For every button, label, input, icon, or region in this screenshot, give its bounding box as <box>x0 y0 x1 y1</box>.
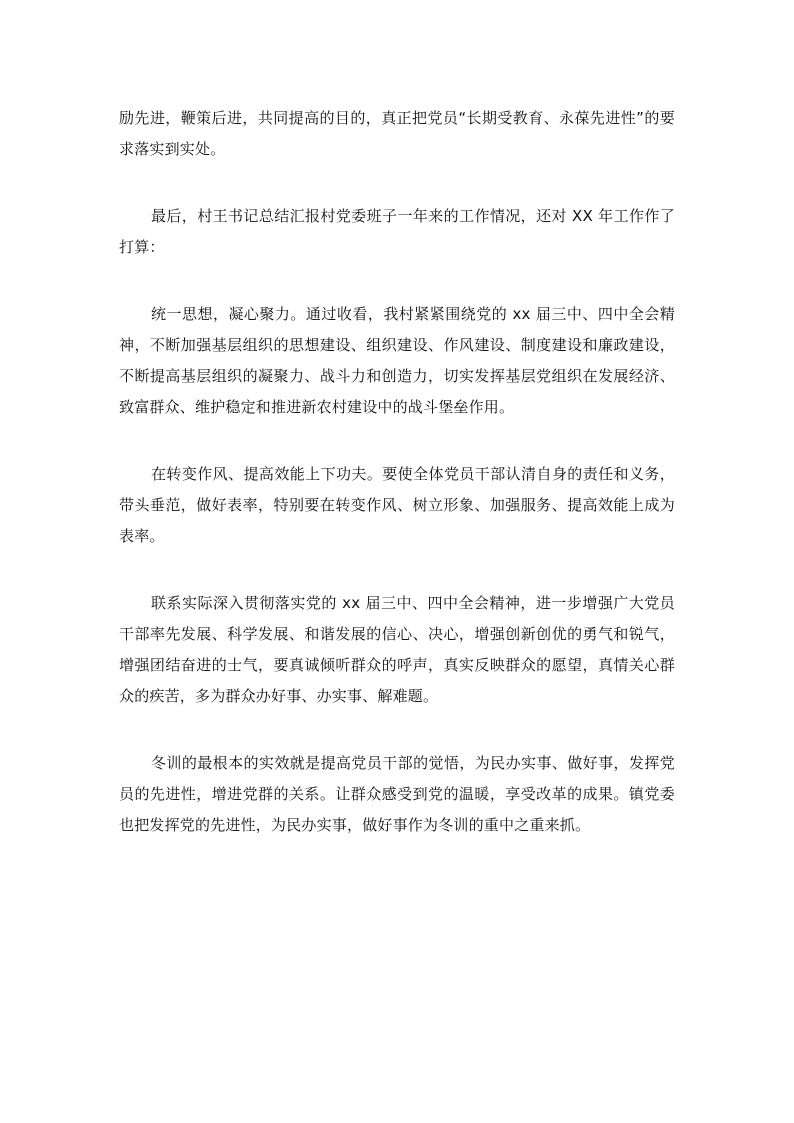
paragraph-unify-thinking: 统一思想，凝心聚力。通过收看，我村紧紧围绕党的 xx 届三中、四中全会精神，不断加强基层组织的思想建设、组织建设、作风建设、制度建设和廉政建设，不断提高基层组织的凝聚力、战斗力和创造力，切实发挥基层党组织在发展经济、致富群众、维护稳定和推进新农村建设中的战斗堡垒作用。 <box>119 305 675 416</box>
paragraph-style-efficiency: 在转变作风、提高效能上下功夫。要使全体党员干部认清自身的责任和义务，带头垂范，做好表率，特别要在转变作风、树立形象、加强服务、提高效能上成为表率。 <box>119 465 675 545</box>
paragraph-implement-spirit: 联系实际深入贯彻落实党的 xx 届三中、四中全会精神，进一步增强广大党员干部率先发展、科学发展、和谐发展的信心、决心，增强创新创优的勇气和锐气，增强团结奋进的士气，要真诚倾听群众的呼声，真实反映群众的愿望，真情关心群众的疾苦，多为群众办好事、办实事、解难题。 <box>119 594 675 705</box>
document-body <box>119 103 675 841</box>
paragraph-winter-training: 冬训的最根本的实效就是提高党员干部的觉悟，为民办实事、做好事，发挥党员的先进性，增进党群的关系。让群众感受到党的温暖，享受改革的成果。镇党委也把发挥党的先进性，为民办实事，做好事作为冬训的重中之重来抓。 <box>119 754 675 834</box>
paragraph-summary-intro: 最后，村王书记总结汇报村党委班子一年来的工作情况，还对 XX 年工作作了打算： <box>119 207 675 256</box>
paragraph-continuation: 励先进，鞭策后进，共同提高的目的，真正把党员“长期受教育、永葆先进性”的要求落实到实处。 <box>119 109 675 158</box>
